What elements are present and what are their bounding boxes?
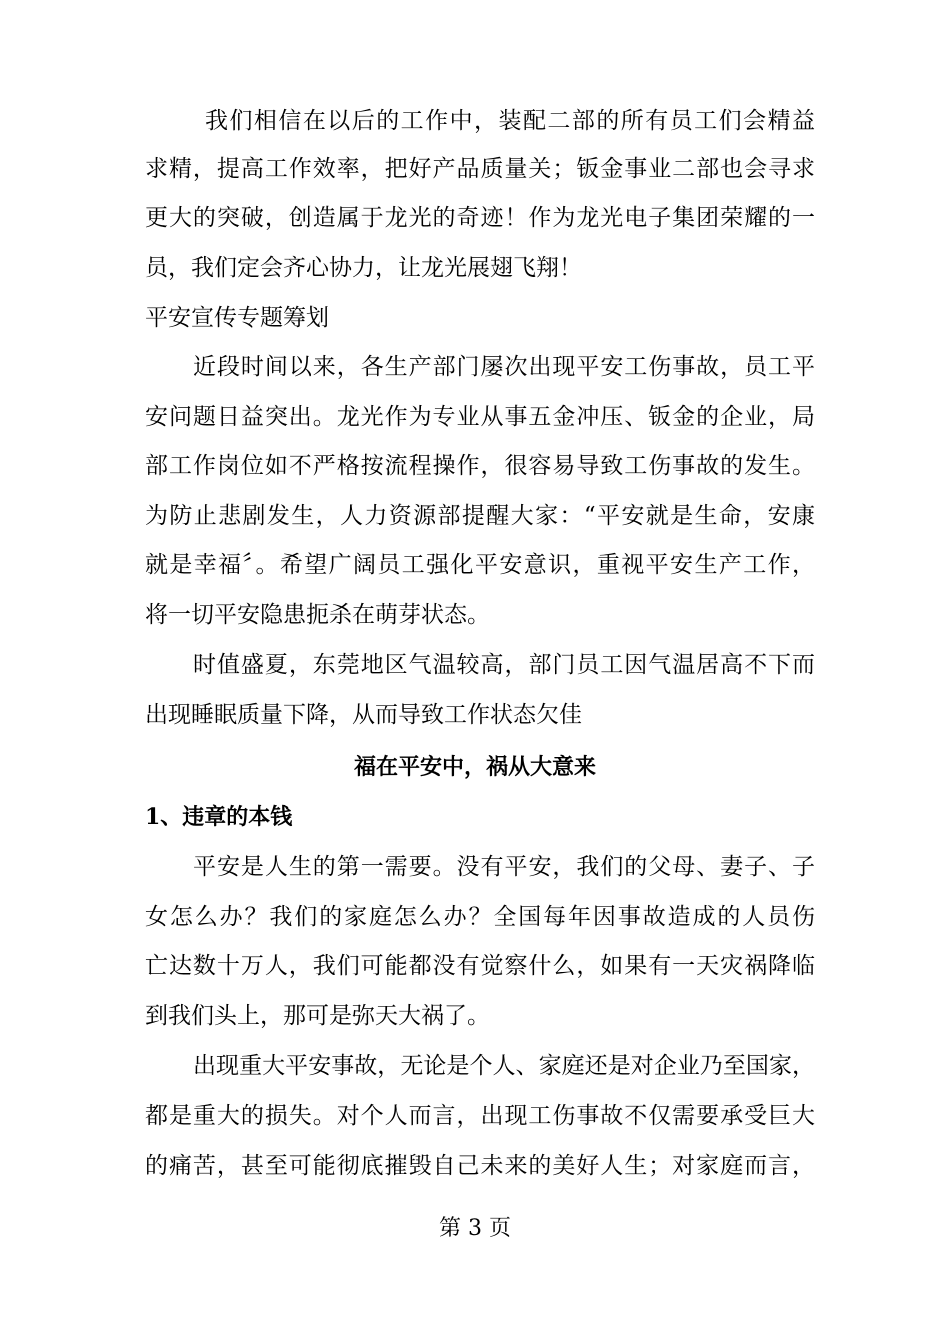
paragraph-line: 我们相信在以后的工作中，装配二部的所有员工们会精益 (205, 108, 815, 134)
paragraph-line: 安问题日益突出。龙光作为专业从事五金冲压、钣金的企业，局 (145, 404, 815, 430)
paragraph-line: 部工作岗位如不严格按流程操作，很容易导致工伤事故的发生。 (145, 453, 815, 479)
paragraph-line: 都是重大的损失。对个人而言，出现工伤事故不仅需要承受巨大 (145, 1103, 815, 1129)
paragraph-line: 到我们头上，那可是弥天大祸了。 (145, 1003, 490, 1029)
paragraph-line: 女怎么办？我们的家庭怎么办？全国每年因事故造成的人员伤 (145, 904, 815, 930)
paragraph-line: 亡达数十万人，我们可能都没有觉察什么，如果有一天灾祸降临 (145, 953, 815, 979)
paragraph-line: 为防止悲剧发生，人力资源部提醒大家：“平安就是生命，安康 (145, 503, 815, 529)
paragraph-line: 将一切平安隐患扼杀在萌芽状态。 (145, 602, 490, 628)
paragraph-line: 近段时间以来，各生产部门屡次出现平安工伤事故，员工平 (193, 354, 815, 380)
paragraph-line: 出现重大平安事故，无论是个人、家庭还是对企业乃至国家， (193, 1053, 815, 1079)
section-title: 平安宣传专题筹划 (145, 305, 329, 331)
paragraph-line: 的痛苦，甚至可能彻底摧毁自己未来的美好人生；对家庭而言， (145, 1153, 815, 1179)
subheading: 1、违章的本钱 (145, 804, 293, 830)
article-title: 福在平安中，祸从大意来 (353, 754, 596, 780)
paragraph-line: 员，我们定会齐心协力，让龙光展翅飞翔！ (145, 255, 582, 281)
paragraph-line: 更大的突破，创造属于龙光的奇迹！作为龙光电子集团荣耀的一 (145, 205, 815, 231)
paragraph-line: 求精，提高工作效率，把好产品质量关；钣金事业二部也会寻求 (145, 156, 815, 182)
paragraph-line: 时值盛夏，东莞地区气温较高，部门员工因气温居高不下而 (193, 652, 815, 678)
page-number: 第 3 页 (439, 1216, 511, 1241)
paragraph-line: 平安是人生的第一需要。没有平安，我们的父母、妻子、子 (193, 854, 815, 880)
paragraph-line: 就是幸福〞。希望广阔员工强化平安意识，重视平安生产工作， (145, 552, 815, 578)
paragraph-line: 出现睡眠质量下降，从而导致工作状态欠佳 (145, 702, 582, 728)
